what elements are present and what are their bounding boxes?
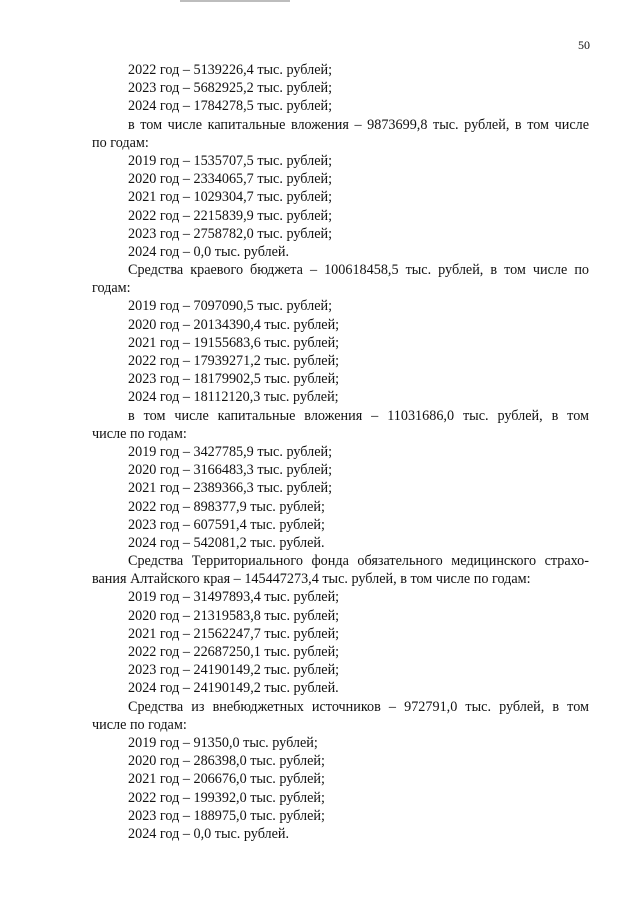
year-amount-line: 2024 год – 1784278,5 тыс. рублей;: [128, 98, 333, 115]
year-amount-line: 2020 год – 286398,0 тыс. рублей;: [128, 753, 325, 770]
paragraph-line: в том числе капитальные вложения – 9873699,8 тыс. рублей, в том числе: [128, 116, 589, 133]
year-amount-line: 2020 год – 3166483,3 тыс. рублей;: [128, 462, 333, 479]
year-amount-line: 2019 год – 31497893,4 тыс. рублей;: [128, 589, 340, 606]
paragraph-line: числе по годам:: [92, 425, 187, 442]
year-amount-line: 2024 год – 542081,2 тыс. рублей.: [128, 534, 325, 551]
year-amount-line: 2021 год – 2389366,3 тыс. рублей;: [128, 480, 333, 497]
year-amount-line: 2022 год – 17939271,2 тыс. рублей;: [128, 353, 340, 369]
paragraph-line: Средства краевого бюджета – 100618458,5 тыс. рублей, в том числе по: [128, 262, 589, 279]
year-amount-line: 2024 год – 24190149,2 тыс. рублей.: [128, 680, 339, 697]
year-amount-line: 2023 год – 24190149,2 тыс. рублей;: [128, 662, 340, 679]
document-body: [92, 61, 589, 843]
year-amount-line: 2019 год – 7097090,5 тыс. рублей;: [128, 298, 333, 315]
scan-edge-artifact: [180, 0, 290, 2]
year-amount-line: 2023 год – 5682925,2 тыс. рублей;: [128, 80, 333, 97]
paragraph-line: Средства Территориального фонда обязательного медицинского страхо-: [128, 553, 589, 570]
year-amount-line: 2022 год – 5139226,4 тыс. рублей;: [128, 62, 333, 78]
year-amount-line: 2023 год – 2758782,0 тыс. рублей;: [128, 225, 333, 242]
paragraph-line: вания Алтайского края – 145447273,4 тыс. рублей, в том числе по годам:: [92, 571, 531, 588]
year-amount-line: 2021 год – 19155683,6 тыс. рублей;: [128, 334, 340, 351]
year-amount-line: 2023 год – 607591,4 тыс. рублей;: [128, 516, 325, 533]
year-amount-line: 2024 год – 0,0 тыс. рублей.: [128, 825, 290, 842]
year-amount-line: 2022 год – 199392,0 тыс. рублей;: [128, 789, 325, 806]
year-amount-line: 2020 год – 21319583,8 тыс. рублей;: [128, 607, 340, 624]
year-amount-line: 2023 год – 18179902,5 тыс. рублей;: [128, 371, 340, 388]
year-amount-line: 2024 год – 0,0 тыс. рублей.: [128, 243, 290, 260]
paragraph-line: Средства из внебюджетных источников – 972791,0 тыс. рублей, в том: [128, 698, 589, 715]
year-amount-line: 2019 год – 1535707,5 тыс. рублей;: [128, 152, 333, 169]
year-amount-line: 2022 год – 898377,9 тыс. рублей;: [128, 498, 325, 515]
year-amount-line: 2021 год – 21562247,7 тыс. рублей;: [128, 625, 340, 642]
year-amount-line: 2021 год – 206676,0 тыс. рублей;: [128, 771, 325, 788]
year-amount-line: 2019 год – 91350,0 тыс. рублей;: [128, 734, 318, 751]
year-amount-line: 2024 год – 18112120,3 тыс. рублей;: [128, 389, 339, 406]
paragraph-line: в том числе капитальные вложения – 11031686,0 тыс. рублей, в том: [128, 407, 589, 424]
year-amount-line: 2023 год – 188975,0 тыс. рублей;: [128, 807, 325, 824]
paragraph-line: годам:: [92, 280, 131, 297]
year-amount-line: 2022 год – 22687250,1 тыс. рублей;: [128, 644, 340, 660]
page-number: 50: [578, 38, 590, 52]
year-amount-line: 2021 год – 1029304,7 тыс. рублей;: [128, 189, 333, 206]
paragraph-line: по годам:: [92, 134, 149, 151]
year-amount-line: 2020 год – 20134390,4 тыс. рублей;: [128, 316, 340, 333]
year-amount-line: 2019 год – 3427785,9 тыс. рублей;: [128, 443, 333, 460]
paragraph-line: числе по годам:: [92, 716, 187, 733]
year-amount-line: 2020 год – 2334065,7 тыс. рублей;: [128, 171, 333, 188]
year-amount-line: 2022 год – 2215839,9 тыс. рублей;: [128, 207, 333, 224]
